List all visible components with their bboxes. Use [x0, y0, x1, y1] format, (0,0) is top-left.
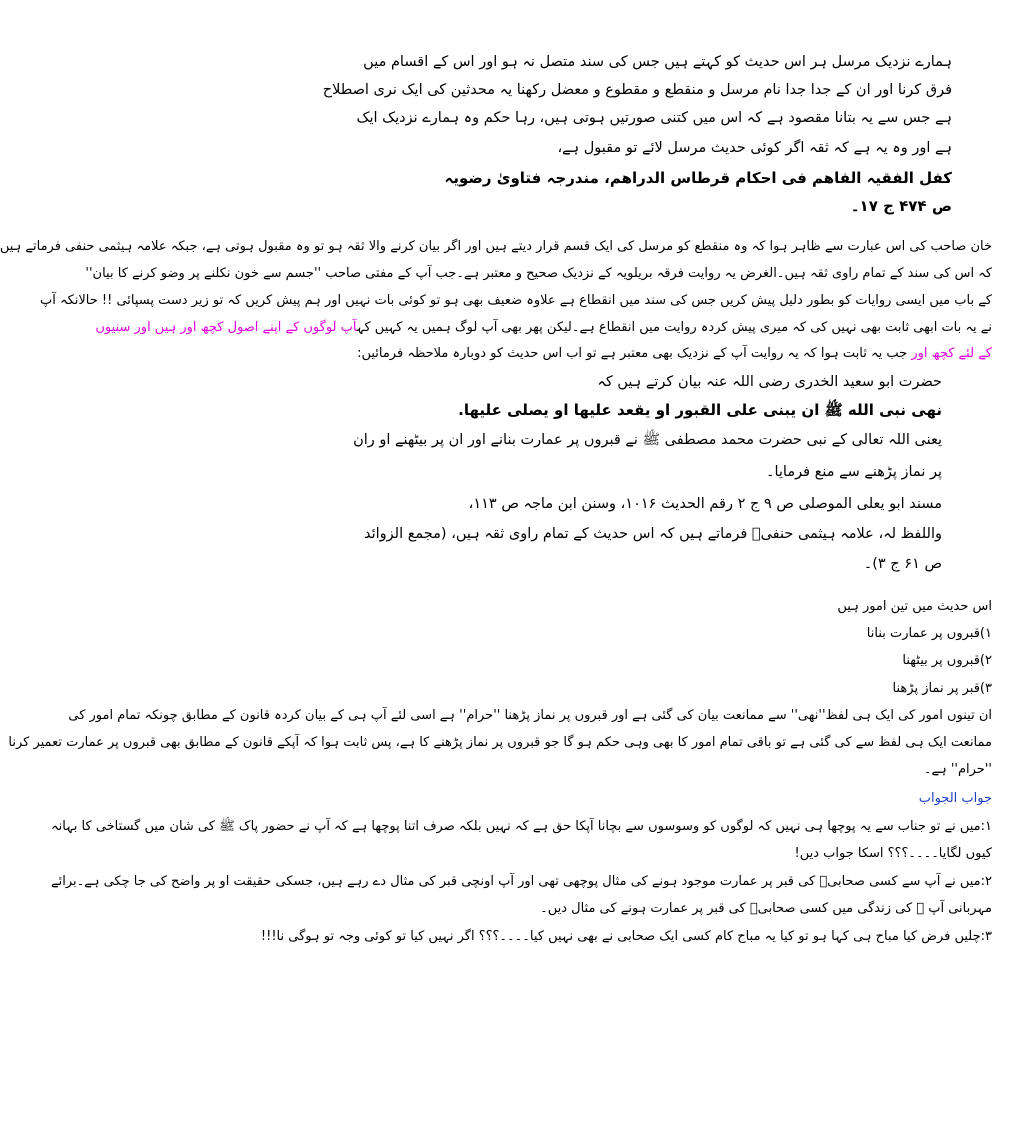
- answer-2-line-1: ۲:میں نے آپ سے کسی صحابیؓ کی قبر پر عمارت موجود ہونے کی مثال پوچھی تھی اور آپ اونچی قبر کی مثال دے رہے ہیں، جسکی حقیقت او پر واضح کی جا چکی ہے۔برائے: [50, 874, 992, 889]
- quote-line-3: ہے جس سے یہ بتانا مقصود ہے کہ اس میں کتنی صورتیں ہوتی ہیں، رہا حکم وہ ہمارے نزدیک ایک: [356, 110, 952, 126]
- para1-highlight-1: آپ لوگوں کے اپنے اصول کچھ اور ہیں اور سنیوں: [95, 320, 357, 335]
- para1-line-3: کے باب میں ایسی روایات کو بطور دلیل پیش کریں جس کی سند میں انقطاع ہے علاوہ ضعیف بھی ہو تو کوئی بات نہیں اور ہم پیش کریں کہ تو زیر دست پسپائی !! حالانکہ آپ: [39, 293, 992, 308]
- para1-line-5-text: جب یہ ثابت ہوا کہ یہ روایت آپ کے نزدیک بھی معتبر ہے تو اب اس حدیث کو دوبارہ ملاحظہ فرمائیں:: [357, 346, 912, 361]
- answer-1-line-2: کیوں لگایا۔۔۔۔؟؟؟ اسکا جواب دیں!: [794, 846, 992, 861]
- quote-line-1: ہمارے نزدیک مرسل ہر اس حدیث کو کہتے ہیں جس کی سند متصل نہ ہو اور اس کے اقسام میں: [363, 54, 952, 70]
- answer-heading: جواب الجواب: [918, 791, 992, 806]
- matter-item-2: ۲)قبروں پر بیٹھنا: [902, 653, 992, 668]
- hadith-reference-2: واللفظ لہ، علامہ ہیثمی حنفیؒ فرماتے ہیں کہ اس حدیث کے تمام راوی ثقہ ہیں، (مجمع الزوائد: [363, 526, 942, 542]
- para1-line-5: [287, 345, 992, 363]
- para1-highlight-2: کے لئے کچھ اور: [911, 346, 992, 361]
- answer-2-line-2: مہربانی آپ ﷺ کی زندگی میں کسی صحابیؓ کی قبر پر عمارت ہونے کی مثال دیں۔: [540, 901, 992, 916]
- para2-line-3: ''حرام'' ہے۔: [923, 762, 992, 777]
- hadith-arabic: نهی نبی الله ﷺ ان یبنی علی القبور او یقعد علیها او یصلی علیها.: [458, 401, 942, 419]
- matters-intro: اس حدیث میں تین امور ہیں: [837, 599, 992, 614]
- hadith-reference-1: مسند ابو یعلی الموصلی ص ۹ ج ۲ رقم الحدیث ۱۰۱۶، وسنن ابن ماجہ ص ۱۱۳،: [468, 496, 942, 512]
- para1-line-2: کہ اس کی سند کے تمام راوی ثقہ ہیں۔الغرض یہ روایت فرقہ بریلویہ کے نزدیک صحیح و معتبر ہے۔جب آپ کے مفتی صاحب ''جسم سے خون نکلنے پر وضو کرنے کا بیان'': [85, 266, 992, 281]
- matter-item-1: ۱)قبروں پر عمارت بنانا: [866, 626, 992, 641]
- hadith-translation-1: یعنی اللہ تعالی کے نبی حضرت محمد مصطفی ﷺ نے قبروں پر عمارت بنانے اور ان پر بیٹھنے او ران: [353, 432, 942, 448]
- para1-line-4-text: نے یہ بات ابھی ثابت بھی نہیں کی کہ میری پیش کردہ روایت میں انقطاع ہے۔لیکن پھر بھی آپ لوگ ہمیں یہ کہیں کہ: [356, 320, 992, 335]
- hadith-narrator: حضرت ابو سعید الخدری رضی اللہ عنہ بیان کرتے ہیں کہ: [597, 374, 942, 390]
- quote-source-2: ص ۴۷۴ ج ۱۷۔: [850, 197, 952, 215]
- quote-source-1: کفل الفقیہ الفاهم فی احکام قرطاس الدراهم، مندرجہ فتاویٰ رضویہ: [444, 169, 952, 187]
- quote-line-2: فرق کرنا اور ان کے جدا جدا نام مرسل و منقطع و مقطوع و معضل رکھنا یہ محدثین کی ایک نری اصطلاح: [322, 82, 952, 98]
- hadith-translation-2: پر نماز پڑھنے سے منع فرمایا۔: [765, 464, 942, 480]
- para1-line-1: خان صاحب کی اس عبارت سے ظاہر ہوا کہ وہ منقطع کو مرسل کی ایک قسم قرار دیتے ہیں اور اگر بیان کرنے والا ثقہ ہو تو وہ مقبول ہوتی ہے، جبکہ علامہ ہیثمی حنفی فرماتے ہیں: [0, 239, 992, 254]
- para2-line-1: ان تینوں امور کی ایک ہی لفظ''نھی'' سے ممانعت بیان کی گئی ہے اور قبروں پر نماز پڑھنا ''حرام'' ہے اسی لئے آپ ہی کے بیان کردہ قانون کے مطابق چونکہ تمام امور کی: [68, 708, 992, 723]
- answer-3-line-1: ۳:چلیں فرض کیا مباح ہی کہا ہو تو کیا یہ مباح کام کسی ایک صحابی نے بھی نہیں کیا۔۔۔۔؟؟؟ اگر نہیں کیا تو کوئی وجہ تو ہوگی نا!!!: [260, 929, 992, 944]
- hadith-reference-3: ص ۶۱ ج ۳)۔: [863, 556, 942, 572]
- quote-line-4: ہے اور وہ یہ ہے کہ ثقہ اگر کوئی حدیث مرسل لائے تو مقبول ہے،: [557, 140, 952, 156]
- answer-1-line-1: ۱:میں نے تو جناب سے یہ پوچھا ہی نہیں کہ لوگوں کو وسوسوں سے بچانا آپکا حق ہے کہ نہیں بلکہ صرف اتنا پوچھا ہے کہ آپ نے حضور پاک ﷺ کی شان میں گستاخی کا بہانہ: [50, 819, 992, 834]
- para1-line-4: [95, 319, 992, 337]
- para2-line-2: ممانعت ایک ہی لفظ سے کی گئی ہے تو باقی تمام امور کا بھی وہی حکم ہو گا جو قبروں پر نماز پڑھنے کا ہے، پس ثابت ہوا کہ آپکے قانون کے مطابق بھی قبروں پر عمارت تعمیر کرنا: [8, 735, 992, 750]
- matter-item-3: ۳)قبر پر نماز پڑھنا: [892, 681, 992, 696]
